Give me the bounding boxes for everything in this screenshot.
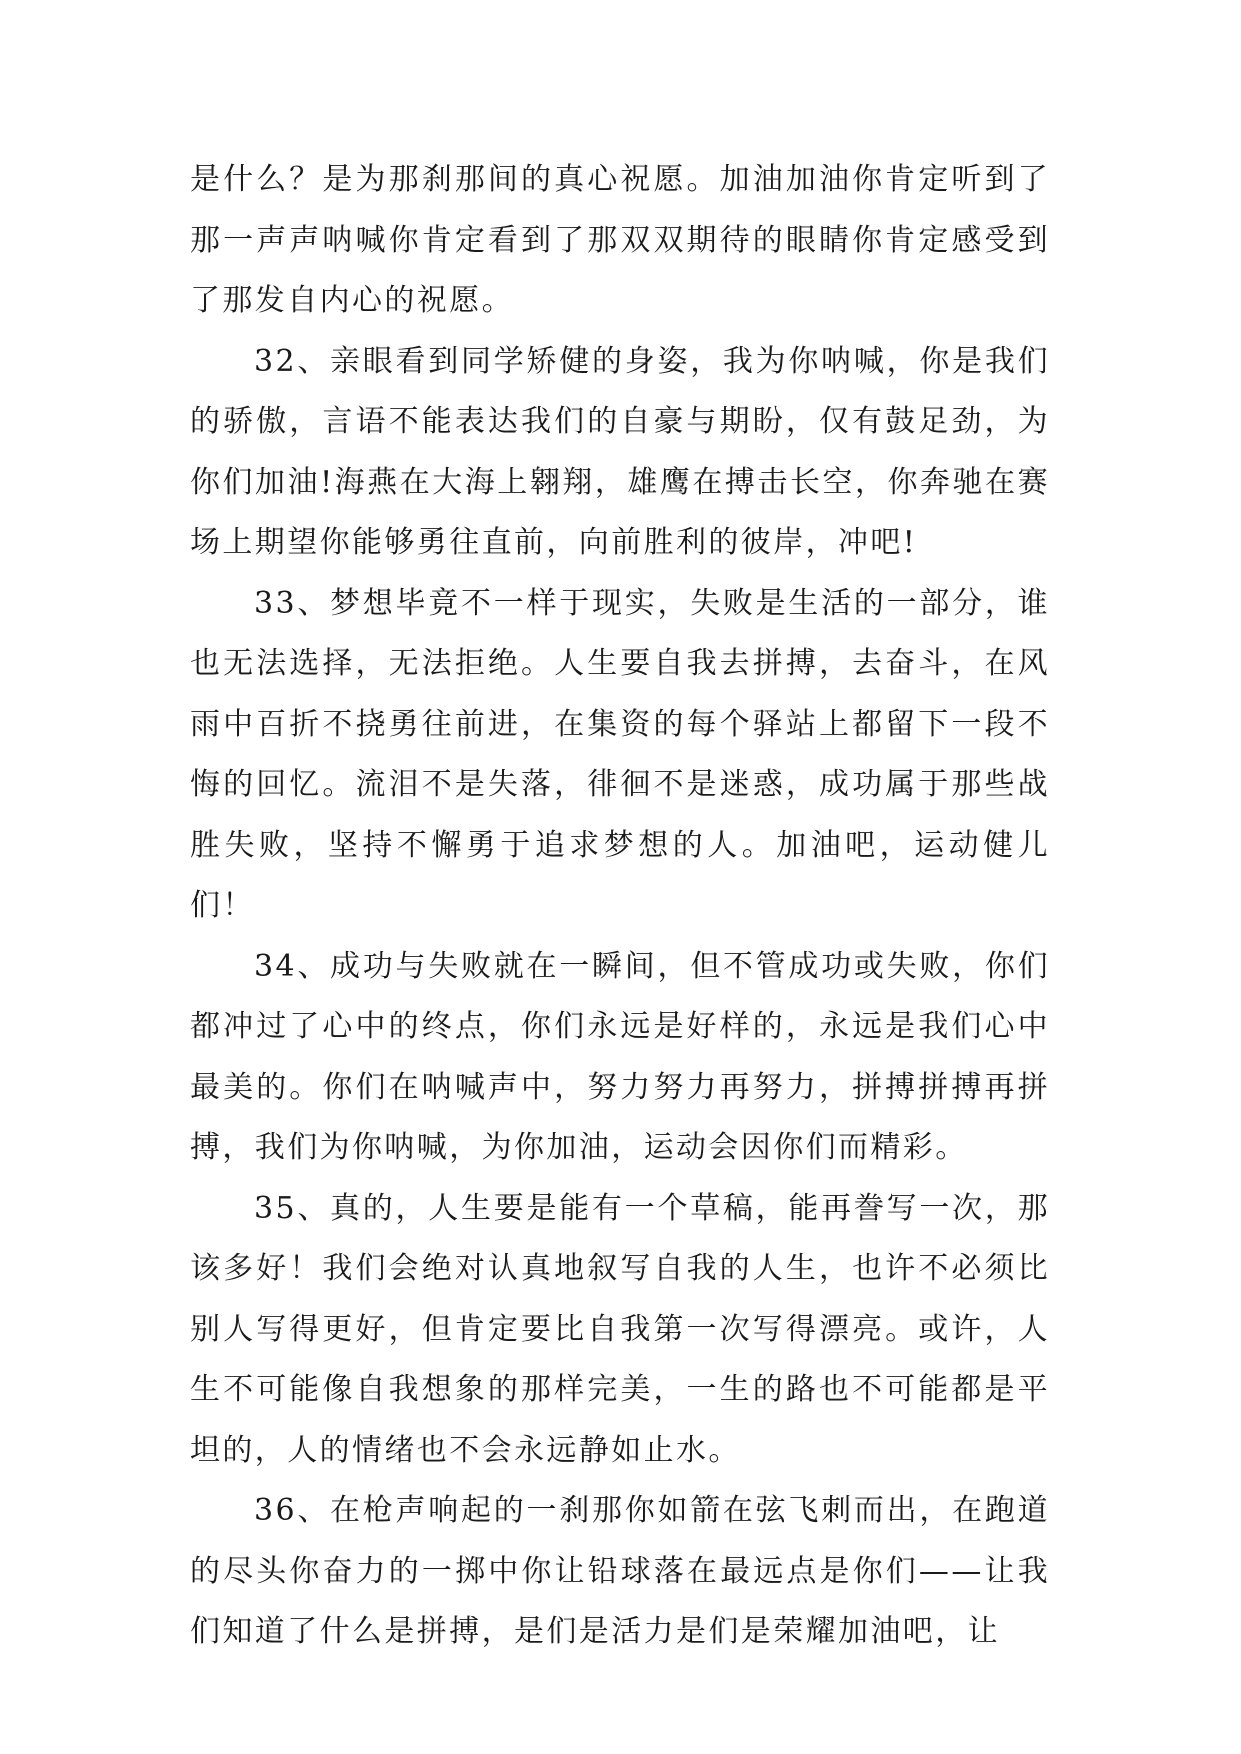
paragraph-36: 36、在枪声响起的一刹那你如箭在弦飞刺而出，在跑道的尽头你奋力的一掷中你让铅球落在最远点是你们——让我们知道了什么是拼搏，是们是活力是们是荣耀加油吧，让: [190, 1493, 1050, 1649]
paragraph-34: 34、成功与失败就在一瞬间，但不管成功或失败，你们都冲过了心中的终点，你们永远是好样的，永远是我们心中最美的。你们在呐喊声中，努力努力再努力，拼搏拼搏再拼搏，我们为你呐喊，为你加油，运动会因你们而精彩。: [190, 948, 1050, 1165]
paragraph-33: 33、梦想毕竟不一样于现实，失败是生活的一部分，谁也无法选择，无法拒绝。人生要自我去拼搏，去奋斗，在风雨中百折不挠勇往前进，在集资的每个驿站上都留下一段不悔的回忆。流泪不是失落，徘徊不是迷惑，成功属于那些战胜失败，坚持不懈勇于追求梦想的人。加油吧，运动健儿们！: [190, 585, 1050, 923]
document-body: [190, 150, 1050, 1663]
paragraph-32: 32、亲眼看到同学矫健的身姿，我为你呐喊，你是我们的骄傲，言语不能表达我们的自豪与期盼，仅有鼓足劲，为你们加油!海燕在大海上翱翔，雄鹰在搏击长空，你奔驰在赛场上期望你能够勇往直前，向前胜利的彼岸，冲吧!: [190, 343, 1050, 560]
paragraph-continuation: 是什么？是为那刹那间的真心祝愿。加油加油你肯定听到了那一声声呐喊你肯定看到了那双双期待的眼睛你肯定感受到了那发自内心的祝愿。: [190, 162, 1050, 318]
paragraph-35: 35、真的，人生要是能有一个草稿，能再誊写一次，那该多好！我们会绝对认真地叙写自我的人生，也许不必须比别人写得更好，但肯定要比自我第一次写得漂亮。或许，人生不可能像自我想象的那样完美，一生的路也不可能都是平坦的，人的情绪也不会永远静如止水。: [190, 1190, 1050, 1468]
